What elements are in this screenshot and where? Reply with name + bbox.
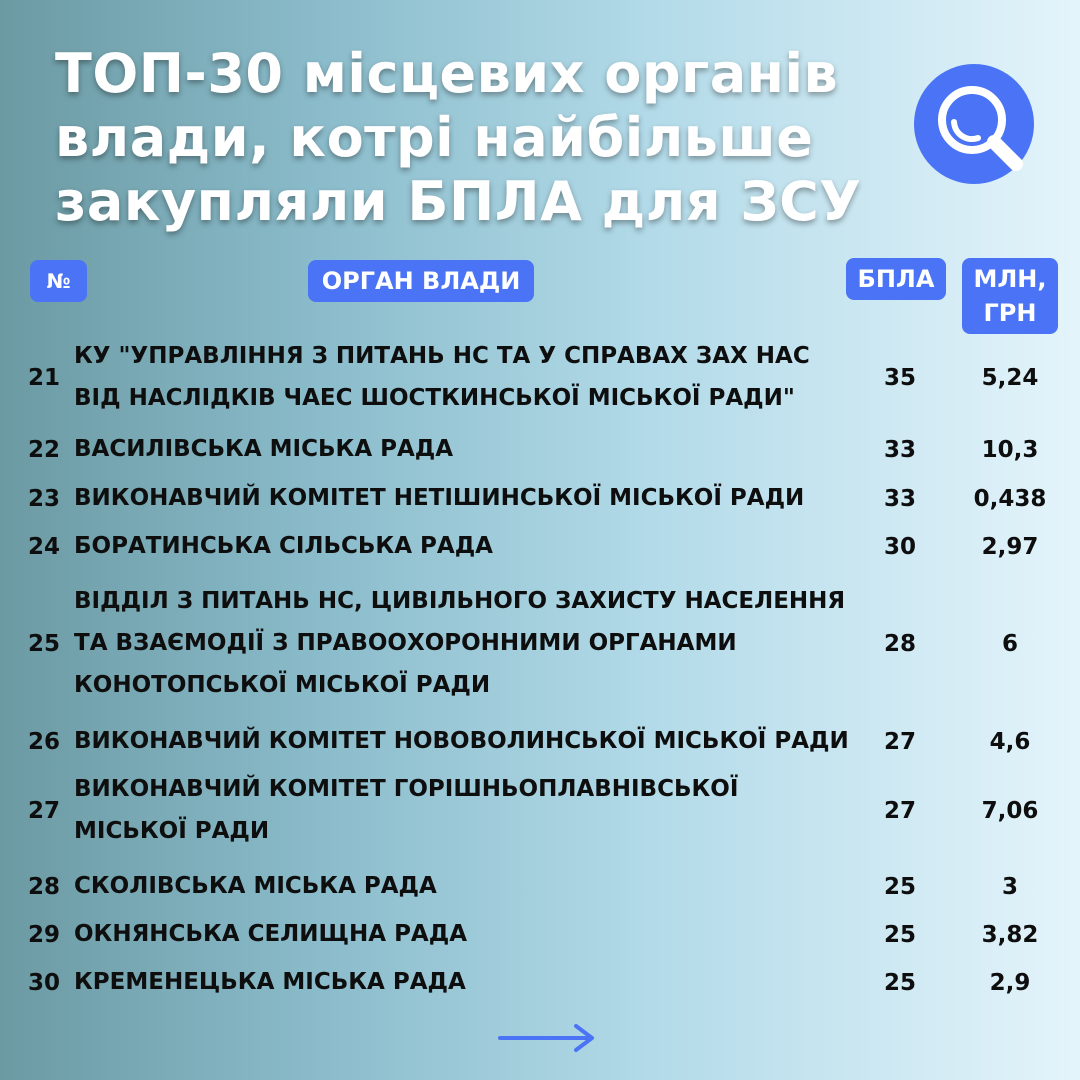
table-row	[0, 580, 1080, 706]
row-number: 29	[28, 922, 61, 948]
column-header-number: №	[30, 260, 87, 302]
row-amount-mln: 5,24	[981, 365, 1039, 391]
row-organ-name: ОКНЯНСЬКА СЕЛИЩНА РАДА	[74, 921, 468, 947]
row-bpla-count: 25	[883, 970, 916, 996]
row-number: 22	[28, 437, 61, 463]
row-organ-name: ВИКОНАВЧИЙ КОМІТЕТ НЕТІШИНСЬКОЇ МІСЬКОЇ РАДИ	[74, 485, 805, 511]
page-title: ТОП-30 місцевих органів влади, котрі найбільше закупляли БПЛА для ЗСУ	[55, 42, 862, 233]
row-organ-name: БОРАТИНСЬКА СІЛЬСЬКА РАДА	[74, 533, 493, 559]
row-amount-mln: 7,06	[981, 798, 1039, 824]
row-amount-mln: 6	[1001, 631, 1018, 657]
row-amount-mln: 3	[1001, 874, 1018, 900]
row-bpla-count: 28	[883, 631, 916, 657]
row-amount-mln: 10,3	[981, 437, 1039, 463]
table-row	[0, 720, 1080, 762]
row-bpla-count: 25	[883, 874, 916, 900]
row-amount-mln: 4,6	[989, 729, 1031, 755]
row-organ-name: ВАСИЛІВСЬКА МІСЬКА РАДА	[74, 436, 454, 462]
row-organ-name: КРЕМЕНЕЦЬКА МІСЬКА РАДА	[74, 969, 466, 995]
table-row	[0, 865, 1080, 907]
column-header-mln-grn: МЛН, ГРН	[962, 258, 1058, 334]
arrow-right-icon[interactable]	[498, 1020, 598, 1056]
row-bpla-count: 33	[883, 437, 916, 463]
table-row	[0, 428, 1080, 470]
row-amount-mln: 3,82	[981, 922, 1039, 948]
row-number: 21	[28, 365, 61, 391]
row-amount-mln: 2,9	[989, 970, 1031, 996]
row-number: 26	[28, 729, 61, 755]
table-row	[0, 768, 1080, 852]
row-organ-name: КУ "УПРАВЛІННЯ З ПИТАНЬ НС ТА У СПРАВАХ ЗАХ НАС ВІД НАСЛІДКІВ ЧАЕС ШОСТКИНСЬКОЇ МІСЬКОЇ РАДИ"	[74, 343, 810, 411]
row-bpla-count: 27	[883, 729, 916, 755]
row-bpla-count: 27	[883, 798, 916, 824]
row-number: 24	[28, 534, 61, 560]
row-amount-mln: 2,97	[981, 534, 1039, 560]
magnifier-logo-icon	[914, 64, 1036, 186]
table-row	[0, 913, 1080, 955]
row-organ-name: СКОЛІВСЬКА МІСЬКА РАДА	[74, 873, 437, 899]
row-number: 27	[28, 798, 61, 824]
row-bpla-count: 25	[883, 922, 916, 948]
table-row	[0, 961, 1080, 1003]
row-number: 30	[28, 970, 61, 996]
row-amount-mln: 0,438	[973, 486, 1047, 512]
table-row	[0, 477, 1080, 519]
row-organ-name: ВИКОНАВЧИЙ КОМІТЕТ НОВОВОЛИНСЬКОЇ МІСЬКОЇ РАДИ	[74, 728, 849, 754]
table-row	[0, 335, 1080, 419]
row-organ-name: ВИКОНАВЧИЙ КОМІТЕТ ГОРІШНЬОПЛАВНІВСЬКОЇ МІСЬКОЇ РАДИ	[74, 776, 739, 844]
row-organ-name: ВІДДІЛ З ПИТАНЬ НС, ЦИВІЛЬНОГО ЗАХИСТУ НАСЕЛЕННЯ ТА ВЗАЄМОДІЇ З ПРАВООХОРОННИМИ ОРГАНАМИ КОНОТОПСЬКОЇ МІСЬКОЇ РАДИ	[74, 588, 846, 698]
column-header-bpla: БПЛА	[846, 258, 946, 300]
row-number: 28	[28, 874, 61, 900]
row-number: 25	[28, 631, 61, 657]
column-header-organ: ОРГАН ВЛАДИ	[308, 260, 534, 302]
row-bpla-count: 30	[883, 534, 916, 560]
table-row	[0, 525, 1080, 567]
row-bpla-count: 35	[883, 365, 916, 391]
row-bpla-count: 33	[883, 486, 916, 512]
row-number: 23	[28, 486, 61, 512]
